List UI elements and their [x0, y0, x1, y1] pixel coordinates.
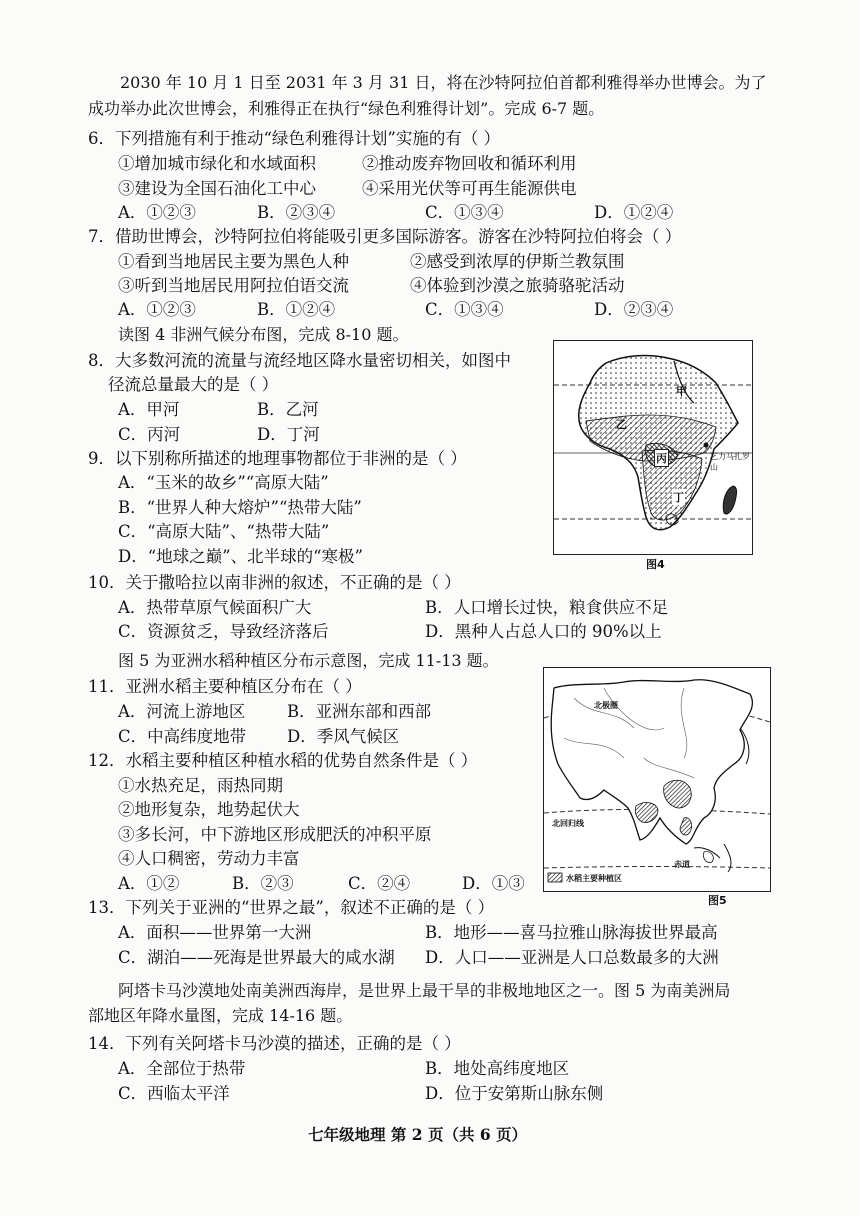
map-legend-rice: 水稻主要种植区 — [566, 874, 622, 883]
q8-stem-2: 径流总量最大的是（ ） — [108, 375, 279, 394]
q7-option-b: B．①②④ — [257, 300, 336, 319]
q14-option-c: C．西临太平洋 — [118, 1084, 230, 1103]
intro-line-2: 成功举办此次世博会，利雅得正在执行“绿色利雅得计划”。完成 6-7 题。 — [88, 99, 605, 118]
q11-option-a: A．河流上游地区 — [118, 702, 246, 721]
q7-item-4: ④体验到沙漠之旅骑骆驼活动 — [410, 276, 625, 295]
intro4-line-1: 阿塔卡马沙漠地处南美洲西海岸，是世界上最干旱的非极地地区之一。图 5 为南美洲局 — [118, 981, 731, 1000]
page-footer: 七年级地理 第 2 页（共 6 页） — [308, 1125, 528, 1144]
q14-option-a: A．全部位于热带 — [118, 1059, 246, 1078]
map-label-bing: 丙 — [654, 449, 669, 467]
q13-stem: 13．下列关于亚洲的“世界之最”，叙述不正确的是（ ） — [88, 898, 495, 917]
q10-option-c: C．资源贫乏，导致经济落后 — [118, 622, 329, 641]
map-label-tropic-of-cancer: 北回归线 — [552, 819, 584, 828]
q6-stem: 6．下列措施有利于推动“绿色利雅得计划”实施的有（ ） — [88, 129, 501, 148]
q12-option-c: C．②④ — [348, 874, 411, 893]
q14-stem: 14．下列有关阿塔卡马沙漠的描述，正确的是（ ） — [88, 1034, 461, 1053]
q6-option-a: A．①②③ — [118, 203, 196, 222]
q12-item-4: ④人口稠密，劳动力丰富 — [118, 849, 300, 868]
q10-stem: 10．关于撒哈拉以南非洲的叙述，不正确的是（ ） — [88, 573, 461, 592]
q13-option-d: D．人口——亚洲是人口总数最多的大洲 — [425, 948, 719, 967]
figure-4-africa-map — [553, 340, 753, 555]
q12-option-b: B．②③ — [232, 874, 294, 893]
q13-option-a: A．面积——世界第一大洲 — [118, 923, 312, 942]
asia-map-svg — [544, 668, 770, 891]
map-label-ding: 丁 — [673, 491, 684, 504]
q11-option-b: B．亚洲东部和西部 — [287, 702, 432, 721]
q13-option-b: B．地形——喜马拉雅山脉海拔世界最高 — [425, 923, 718, 942]
q11-option-d: D．季风气候区 — [287, 727, 400, 746]
figure-5-asia-map — [543, 667, 771, 892]
q12-option-d: D．①③ — [462, 874, 525, 893]
q6-item-3: ③建设为全国石油化工中心 — [118, 179, 316, 198]
q13-option-c: C．湖泊——死海是世界最大的咸水湖 — [118, 948, 395, 967]
map-label-kilimanjaro: 乞力马扎罗山 — [710, 452, 750, 472]
q14-option-b: B．地处高纬度地区 — [425, 1059, 570, 1078]
intro-line-1: 2030 年 10 月 1 日至 2031 年 3 月 31 日，将在沙特阿拉伯首都利雅得举办世博会。为了 — [120, 73, 767, 92]
q7-item-2: ②感受到浓厚的伊斯兰教氛围 — [410, 252, 625, 271]
q9-option-c: C．“高原大陆”、“热带大陆” — [118, 522, 330, 541]
q14-option-d: D．位于安第斯山脉东侧 — [425, 1084, 604, 1103]
q6-option-d: D．①②④ — [594, 203, 674, 222]
q12-item-3: ③多长河，中下游地区形成肥沃的冲积平原 — [118, 825, 432, 844]
q12-item-2: ②地形复杂，地势起伏大 — [118, 800, 300, 819]
q8-option-c: C．丙河 — [118, 425, 181, 444]
q12-option-a: A．①② — [118, 874, 180, 893]
q9-stem: 9．以下别称所描述的地理事物都位于非洲的是（ ） — [88, 449, 467, 468]
q12-stem: 12．水稻主要种植区种植水稻的优势自然条件是（ ） — [88, 751, 478, 770]
q7-item-1: ①看到当地居民主要为黑色人种 — [118, 252, 349, 271]
africa-map-svg — [554, 341, 752, 554]
intro-fig4: 读图 4 非洲气候分布图，完成 8-10 题。 — [118, 325, 409, 344]
q8-option-b: B．乙河 — [257, 400, 319, 419]
q6-item-4: ④采用光伏等可再生能源供电 — [362, 179, 577, 198]
q10-option-a: A．热带草原气候面积广大 — [118, 598, 312, 617]
q7-item-3: ③听到当地居民用阿拉伯语交流 — [118, 276, 349, 295]
map-label-arctic-circle: 北极圈 — [594, 701, 618, 710]
q8-option-a: A．甲河 — [118, 400, 180, 419]
q8-option-d: D．丁河 — [257, 425, 320, 444]
q7-stem: 7．借助世博会，沙特阿拉伯将能吸引更多国际游客。游客在沙特阿拉伯将会（ ） — [88, 227, 682, 246]
figure-5-caption: 图5 — [708, 894, 727, 907]
q12-item-1: ①水热充足，雨热同期 — [118, 776, 283, 795]
q6-item-2: ②推动废弃物回收和循环利用 — [362, 154, 577, 173]
q6-option-b: B．②③④ — [257, 203, 336, 222]
q9-option-b: B．“世界人种大熔炉”“热带大陆” — [118, 498, 362, 517]
q9-option-a: A．“玉米的故乡”“高原大陆” — [118, 473, 329, 492]
map-label-jia: 甲 — [676, 385, 687, 398]
map-label-equator: 赤道 — [674, 860, 690, 869]
q7-option-d: D．②③④ — [594, 300, 674, 319]
q7-option-a: A．①②③ — [118, 300, 196, 319]
q11-stem: 11．亚洲水稻主要种植区分布在（ ） — [88, 677, 362, 696]
q11-option-c: C．中高纬度地带 — [118, 727, 247, 746]
q7-option-c: C．①③④ — [425, 300, 504, 319]
q9-option-d: D．“地球之巅”、北半球的“寒极” — [118, 547, 363, 566]
q10-option-d: D．黑种人占总人口的 90%以上 — [425, 622, 662, 641]
q8-stem-1: 8．大多数河流的流量与流经地区降水量密切相关，如图中 — [88, 351, 511, 370]
intro-fig5: 图 5 为亚洲水稻种植区分布示意图，完成 11-13 题。 — [118, 651, 499, 670]
q6-option-c: C．①③④ — [425, 203, 504, 222]
q10-option-b: B．人口增长过快，粮食供应不足 — [425, 598, 669, 617]
q6-item-1: ①增加城市绿化和水域面积 — [118, 154, 316, 173]
map-label-yi: 乙 — [616, 418, 627, 431]
intro4-line-2: 部地区年降水量图，完成 14-16 题。 — [88, 1006, 353, 1025]
figure-4-caption: 图4 — [646, 558, 665, 571]
